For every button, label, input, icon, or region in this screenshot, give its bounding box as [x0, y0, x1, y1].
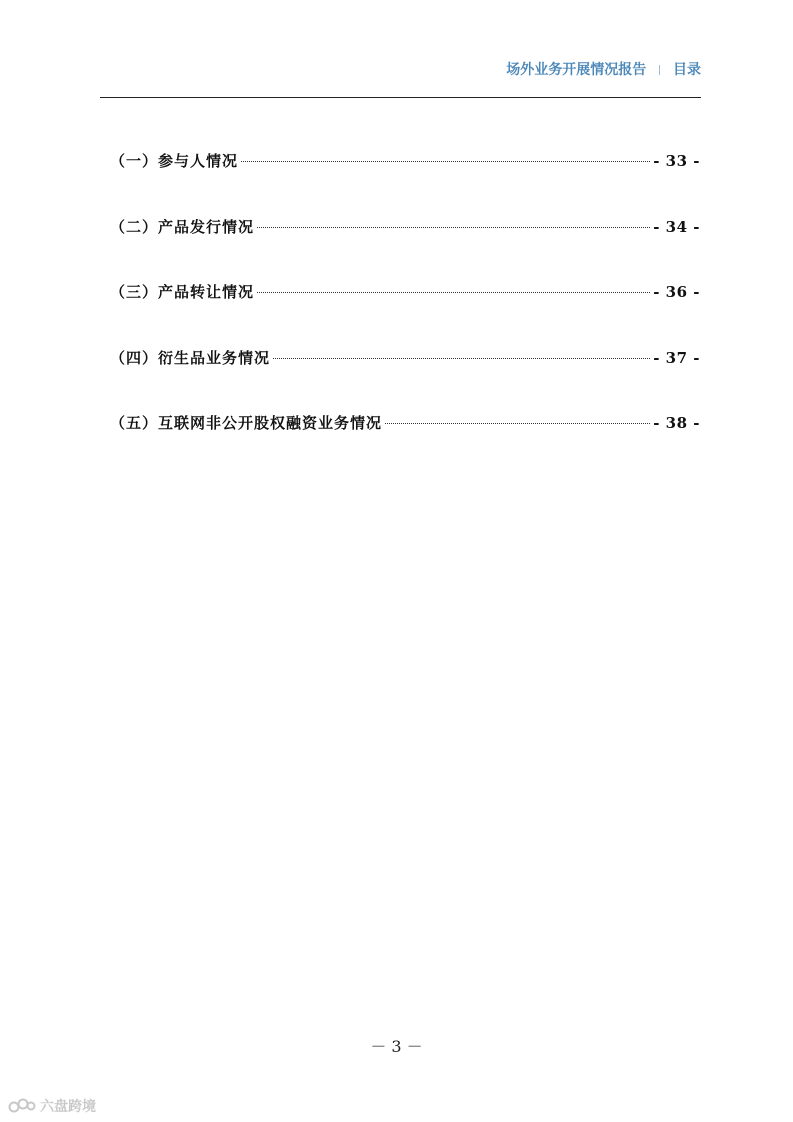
toc-entry-page: - 36 -	[653, 283, 700, 301]
watermark	[8, 1094, 96, 1118]
toc-entry-page: - 34 -	[653, 217, 700, 236]
toc-entry[interactable]	[110, 281, 700, 347]
toc-dot-leader	[257, 292, 650, 293]
toc-entry[interactable]	[110, 347, 700, 413]
toc-dot-leader	[385, 423, 650, 424]
page-header	[100, 56, 701, 84]
watermark-logo-icon	[8, 1097, 36, 1115]
toc-entry-page: - 33 -	[653, 152, 700, 170]
toc-entry-label: （四）衍生品业务情况	[110, 348, 271, 367]
toc-entry-label: （三）产品转让情况	[110, 283, 255, 301]
toc-entry[interactable]	[110, 412, 700, 478]
toc-dot-leader	[257, 227, 650, 228]
toc-entry-label: （五）互联网非公开股权融资业务情况	[110, 414, 383, 432]
toc-entry-page: - 38 -	[653, 414, 700, 432]
toc-entry[interactable]	[110, 216, 700, 282]
toc-entry[interactable]	[110, 150, 700, 216]
header-rule	[100, 97, 701, 98]
watermark-text: 六盘跨境	[40, 1099, 96, 1115]
toc-dot-leader	[273, 358, 650, 359]
toc-dot-leader	[241, 161, 650, 162]
page-number: － 3 －	[370, 1037, 423, 1056]
toc-entry-page: - 37 -	[653, 348, 700, 367]
toc-entry-label: （二）产品发行情况	[110, 217, 255, 236]
toc-entry-label: （一）参与人情况	[110, 152, 239, 170]
table-of-contents	[110, 150, 700, 478]
header-section: 目录	[673, 62, 701, 78]
header-separator	[659, 65, 660, 75]
header-title: 场外业务开展情况报告	[506, 62, 647, 78]
